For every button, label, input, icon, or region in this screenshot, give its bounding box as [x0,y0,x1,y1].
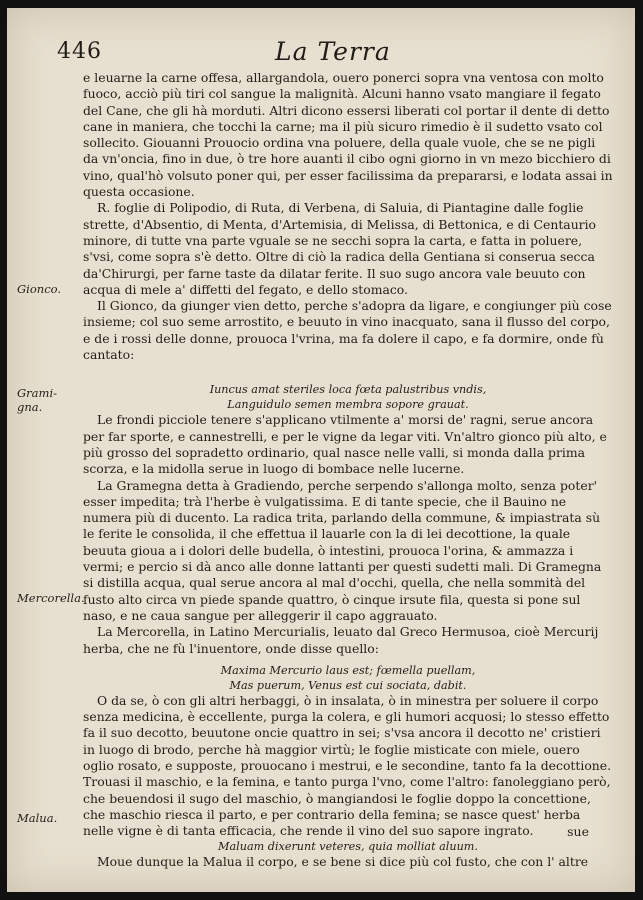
margin-note-malua: Malua. [17,811,58,825]
verse-1-line-2: Languidulo semen membra sopore grauat. [227,398,469,412]
book-page [7,8,635,892]
verse-2-line-2: Mas puerum, Venus est cui sociata, dabit. [229,678,467,692]
verse-3-line-1: Maluam dixerunt veteres, quia molliat aluum. [218,840,478,854]
paragraph-7: O da se, ò con gli altri herbaggi, ò in insalata, ò in minestra per soluere il corpo senza medicina, è eccellente, purga la colera, e gli humori acquosi; lo stesso effetto fa il suo decotto, beuutone oncie quattro in sei; s'vsa ancora il decotto ne' cristieri in luogo di brodo, perche hà maggior virtù; le foglie misticate con miele, ouero oglio rosato, e supposte, prouocano i mestrui, e le secondine, tanto fa la decottione. Trouasi il maschio, e la femina, e tanto purga l'vno, come l'altro: fanoleggiano però, che beuendosi il sugo del maschio, ò mangiandosi le foglie doppo la concettione, che maschio riesca il parto, e per contrario della femina; se nasce quest' herba nelle vigne è di tanta efficacia, che rende il vino del suo sapore ingrato. [83,692,612,839]
paragraph-4: Le frondi picciole tenere s'applicano vtilmente a' morsi de' ragni, serue ancora per far sporte, e cannestrelli, e per le vigne da legar viti. Vn'altro gionco più alto, e più grosso del sopradetto ordinario, qual nasce nelle valli, si monda dalla prima scorza, e la midolla serue in luogo di bombace nelle lucerne. [83,412,607,477]
paragraph-2: R. foglie di Polipodio, di Ruta, di Verbena, di Saluia, di Piantagine dalle foglie strette, d'Absentio, di Menta, d'Artemisia, di Melissa, di Bettonica, e di Centaurio minore, di tutte vna parte vguale se ne secchi sopra la carta, e fatta in poluere, s'vsi, come sopra s'è detto. Oltre di ciò la radica della Gentiana si conserua secca da'Chirurgi, per farne taste da dilatar ferite. Il suo sugo ancora vale beuuto con acqua di mele a' diffetti del fegato, e dello stomaco. [83,200,597,297]
body-text [83,70,613,871]
margin-note-gionco: Gionco. [17,282,62,296]
paragraph-3: Il Gionco, da giunger vien detto, perche s'adopra da ligare, e congiunger più cose insieme; col suo seme arrostito, e beuuto in vino inacquato, sana il flusso del corpo, e de i rossi delle donne, prouoca l'vrina, ma fa dolere il capo, e fa dormire, onde fù cantato: [83,298,612,363]
margin-note-gramigna: Grami-gna. [17,386,58,414]
margin-note-mercorella: Mercorella. [17,591,85,605]
paragraph-1: e leuarne la carne offesa, allargandola, ouero ponerci sopra vna ventosa con molto fuoco, acciò più tiri col sangue la malignità. Alcuni hanno vsato mangiare il fegato del Cane, che gli hà morduti. Altri dicono essersi liberati col portar il dente di detto cane in maniera, che tocchi la carne; ma il più sicuro rimedio è il sudetto vsato col sollecito. Giouanni Prouocio ordina vna poluere, della quale vuole, che se ne pigli da vn'oncia, fino in due, ò tre hore auanti il cibo ogni giorno in vn mezo bicchiero di vino, qual'hò volsuto poner qui, per esser facilissima da prepararsi, e lodata assai in questa occasione. [83,70,613,200]
paragraph-6: La Mercorella, in Latino Mercurialis, leuato dal Greco Hermusoa, cioè Mercurij herba, che ne fù l'inuentore, onde disse quello: [83,624,599,656]
verse-2-line-1: Maxima Mercurio laus est; fœmella puellam, [220,663,476,677]
paragraph-8: Moue dunque la Malua il corpo, e se bene si dice più col fusto, che con l' altre [97,854,589,870]
paragraph-5: La Gramegna detta à Gradiendo, perche serpendo s'allonga molto, senza poter' esser impedita; trà l'herbe è vulgatissima. E di tante specie, che il Bauino ne numera più di ducento. La radica trita, parlando della commune, & impiastrata sù le ferite le consolida, il che effettua il lauarle con la di lei decottione, la quale beuuta gioua a i dolori delle budella, ò intestini, prouoca l'orina, & ammazza i vermi; e percio si dà anco alle donne lattanti per questi sudetti mali. Di Gramegna si distilla acqua, qual serue ancora al mal d'occhi, quella, che nella sommità del fusto alto circa vn piede spande quattro, ò cinque irsute fila, questa si pone sul naso, e ne caua sangue per alleggerir il capo aggrauato. [83,477,602,623]
verse-1-line-1: Iuncus amat steriles loca fœta palustribus vndis, [209,383,487,397]
page-number: 446 [57,39,102,64]
running-title: La Terra [275,37,391,66]
catchword: sue [567,824,589,839]
